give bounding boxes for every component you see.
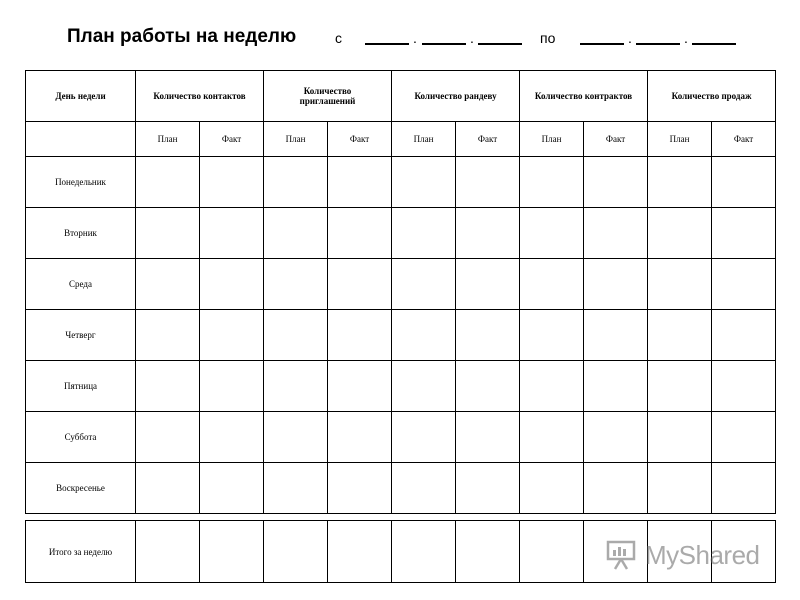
- day-column-header: День недели: [26, 71, 136, 122]
- fact-cell[interactable]: [584, 412, 648, 463]
- plan-cell[interactable]: [520, 310, 584, 361]
- date-separator: .: [684, 30, 688, 46]
- fact-cell[interactable]: [712, 361, 776, 412]
- page-title: План работы на неделю: [67, 26, 297, 47]
- day-label: Среда: [26, 259, 136, 310]
- fact-cell[interactable]: [200, 208, 264, 259]
- fact-cell[interactable]: [456, 463, 520, 514]
- plan-cell[interactable]: [648, 361, 712, 412]
- empty-cell: [26, 122, 136, 157]
- page-header: [67, 26, 787, 50]
- fact-cell[interactable]: [584, 157, 648, 208]
- fact-cell[interactable]: [456, 208, 520, 259]
- plan-cell[interactable]: [392, 361, 456, 412]
- fact-cell[interactable]: [200, 259, 264, 310]
- day-label: Понедельник: [26, 157, 136, 208]
- plan-header: План: [136, 122, 200, 157]
- plan-cell[interactable]: [392, 157, 456, 208]
- from-month-blank[interactable]: [422, 30, 466, 45]
- date-separator: .: [628, 30, 632, 46]
- metric-header: Количество приглашений: [264, 71, 392, 122]
- plan-cell[interactable]: [392, 310, 456, 361]
- fact-header: Факт: [328, 122, 392, 157]
- plan-cell[interactable]: [648, 310, 712, 361]
- date-separator: .: [413, 30, 417, 46]
- plan-cell[interactable]: [648, 412, 712, 463]
- fact-cell[interactable]: [712, 259, 776, 310]
- plan-header: План: [520, 122, 584, 157]
- to-year-blank[interactable]: [692, 30, 736, 45]
- plan-cell[interactable]: [136, 208, 200, 259]
- total-label: Итого за неделю: [26, 521, 136, 583]
- fact-cell[interactable]: [712, 463, 776, 514]
- day-row: [26, 208, 776, 259]
- day-row: [26, 259, 776, 310]
- metric-header: Количество контрактов: [520, 71, 648, 122]
- fact-cell[interactable]: [456, 157, 520, 208]
- plan-cell[interactable]: [264, 208, 328, 259]
- fact-cell[interactable]: [328, 157, 392, 208]
- plan-cell[interactable]: [264, 259, 328, 310]
- fact-cell[interactable]: [328, 412, 392, 463]
- plan-cell[interactable]: [136, 361, 200, 412]
- day-label: Вторник: [26, 208, 136, 259]
- fact-cell[interactable]: [456, 361, 520, 412]
- plan-cell[interactable]: [648, 208, 712, 259]
- plan-header: План: [392, 122, 456, 157]
- plan-header: План: [648, 122, 712, 157]
- plan-cell[interactable]: [392, 463, 456, 514]
- plan-cell[interactable]: [520, 208, 584, 259]
- metric-header: Количество продаж: [648, 71, 776, 122]
- fact-cell[interactable]: [712, 310, 776, 361]
- fact-header: Факт: [200, 122, 264, 157]
- total-plan-cell[interactable]: [264, 521, 328, 583]
- fact-cell[interactable]: [328, 310, 392, 361]
- fact-cell[interactable]: [456, 412, 520, 463]
- fact-cell[interactable]: [712, 157, 776, 208]
- fact-cell[interactable]: [328, 361, 392, 412]
- day-label: Пятница: [26, 361, 136, 412]
- fact-cell[interactable]: [584, 259, 648, 310]
- plan-cell[interactable]: [648, 157, 712, 208]
- fact-cell[interactable]: [200, 157, 264, 208]
- plan-cell[interactable]: [520, 412, 584, 463]
- plan-cell[interactable]: [392, 208, 456, 259]
- date-from-label: с: [335, 30, 342, 46]
- plan-cell[interactable]: [392, 412, 456, 463]
- metric-header: Количество контактов: [136, 71, 264, 122]
- day-label: Суббота: [26, 412, 136, 463]
- plan-cell[interactable]: [264, 310, 328, 361]
- fact-cell[interactable]: [712, 412, 776, 463]
- fact-cell[interactable]: [456, 310, 520, 361]
- from-year-blank[interactable]: [478, 30, 522, 45]
- total-fact-cell[interactable]: [456, 521, 520, 583]
- plan-cell[interactable]: [520, 259, 584, 310]
- fact-header: Факт: [584, 122, 648, 157]
- fact-cell[interactable]: [328, 463, 392, 514]
- total-fact-cell[interactable]: [328, 521, 392, 583]
- plan-cell[interactable]: [648, 463, 712, 514]
- fact-cell[interactable]: [200, 361, 264, 412]
- myshared-watermark: [605, 537, 765, 573]
- date-to-label: по: [540, 30, 556, 46]
- plan-cell[interactable]: [520, 157, 584, 208]
- day-row: [26, 463, 776, 514]
- fact-cell[interactable]: [200, 463, 264, 514]
- fact-header: Факт: [712, 122, 776, 157]
- fact-cell[interactable]: [584, 310, 648, 361]
- header-row: [26, 71, 776, 122]
- fact-cell[interactable]: [200, 412, 264, 463]
- day-label: Четверг: [26, 310, 136, 361]
- plan-header: План: [264, 122, 328, 157]
- total-plan-cell[interactable]: [520, 521, 584, 583]
- date-separator: .: [470, 30, 474, 46]
- total-plan-cell[interactable]: [136, 521, 200, 583]
- fact-cell[interactable]: [200, 310, 264, 361]
- plan-cell[interactable]: [648, 259, 712, 310]
- plan-cell[interactable]: [264, 463, 328, 514]
- fact-cell[interactable]: [328, 259, 392, 310]
- fact-cell[interactable]: [584, 208, 648, 259]
- plan-cell[interactable]: [264, 412, 328, 463]
- fact-cell[interactable]: [456, 259, 520, 310]
- plan-cell[interactable]: [136, 412, 200, 463]
- fact-cell[interactable]: [584, 463, 648, 514]
- total-plan-cell[interactable]: [392, 521, 456, 583]
- plan-cell[interactable]: [392, 259, 456, 310]
- plan-cell[interactable]: [264, 157, 328, 208]
- weekly-plan-table: [25, 70, 776, 514]
- metric-header: Количество рандеву: [392, 71, 520, 122]
- day-row: [26, 310, 776, 361]
- watermark-text: MyShared: [645, 539, 760, 570]
- plan-cell[interactable]: [264, 361, 328, 412]
- day-row: [26, 157, 776, 208]
- to-day-blank[interactable]: [580, 30, 624, 45]
- plan-cell[interactable]: [520, 361, 584, 412]
- fact-cell[interactable]: [328, 208, 392, 259]
- from-day-blank[interactable]: [365, 30, 409, 45]
- plan-cell[interactable]: [136, 157, 200, 208]
- plan-fact-row: [26, 122, 776, 157]
- fact-cell[interactable]: [712, 208, 776, 259]
- plan-cell[interactable]: [136, 259, 200, 310]
- plan-cell[interactable]: [136, 310, 200, 361]
- to-month-blank[interactable]: [636, 30, 680, 45]
- plan-cell[interactable]: [136, 463, 200, 514]
- day-row: [26, 412, 776, 463]
- presentation-board-icon: [605, 538, 639, 572]
- fact-header: Факт: [456, 122, 520, 157]
- fact-cell[interactable]: [584, 361, 648, 412]
- day-row: [26, 361, 776, 412]
- day-label: Воскресенье: [26, 463, 136, 514]
- plan-cell[interactable]: [520, 463, 584, 514]
- total-fact-cell[interactable]: [200, 521, 264, 583]
